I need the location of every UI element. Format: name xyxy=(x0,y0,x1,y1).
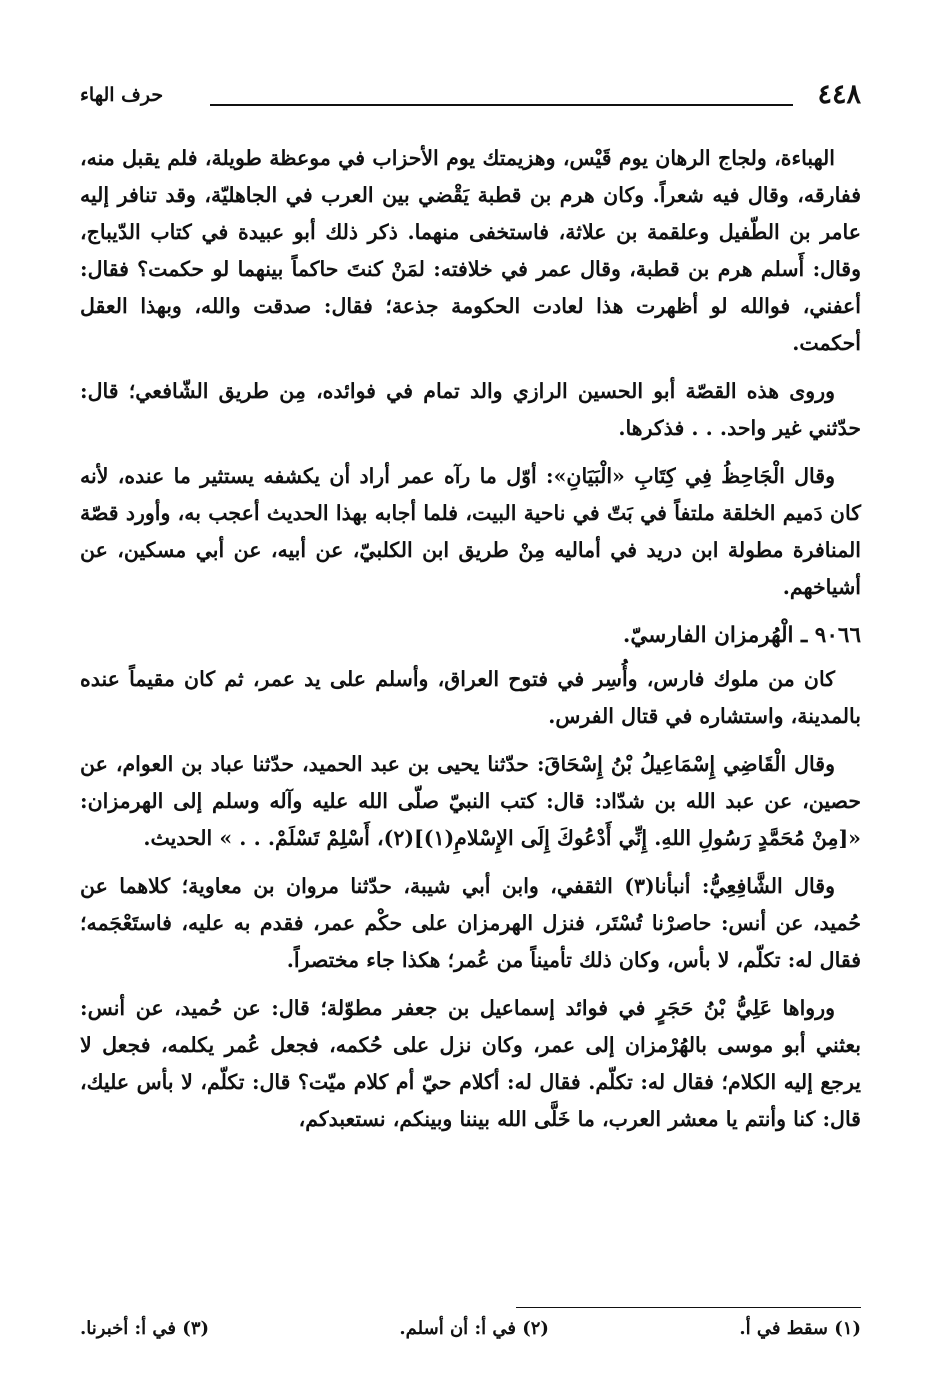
paragraph: الهباءة، ولجاج الرهان يوم قَيْس، وهزيمتك يوم الأحزاب في موعظة طويلة، فلم يقبل منه، ففارقه، وقال فيه شعراً. وكان هرم بن قطبة يَقْضي بين العرب في الجاهليّة، وقد تنافر إليه عامر بن الطّفيل وعلقمة بن علاثة، فاستخفى منهما. ذكر ذلك أبو عبيدة في كتاب الدّيباج، وقال: أَسلم هرم بن قطبة، وقال عمر في خلافته: لمَنْ كنتَ حاكماً بينهما لو حكمت؟ فقال: أعفني، فوالله لو أظهرت هذا لعادت الحكومة جذعة؛ فقال: صدقت والله، وبهذا العقل أحكمت. xyxy=(80,146,861,355)
page-number: ٤٤٨ xyxy=(817,79,861,110)
paragraph: وقال الْجَاحِظُ فِي كِتَابِ «الْبَيَانِ»: أوّل ما رآه عمر أراد أن يكشفه يستثير ما عنده، لأنه كان دَميم الخلقة ملتفاً في بَتّ في ناحية البيت، فلما أجابه بهذا الحديث أعجب به، وأورد قصّة المنافرة مطولة ابن دريد في أماليه مِنْ طريق ابن الكلبيّ، عن أبيه، عن أبي مسكين، عن أشياخهم. xyxy=(80,464,861,599)
paragraph: كان من ملوك فارس، وأُسِر في فتوح العراق، وأسلم على يد عمر، ثم كان مقيماً عنده بالمدينة، واستشاره في قتال الفرس. xyxy=(80,667,861,728)
footnote-rule xyxy=(516,1307,861,1308)
paragraph: وقال الشَّافِعِيُّ: أنبأنا(٣) الثقفي، وابن أبي شيبة، حدّثنا مروان بن معاوية؛ كلاهما عن حُميد، عن أنس: حاصرْنا تُسْتَر، فنزل الهرمزان على حكْم عمر، فقدم به عليه، فاستَعْجَمه؛ فقال له: تكلّم، لا بأس، وكان ذلك تأميناً من عُمر؛ هكذا جاء مختصراً. xyxy=(80,874,861,972)
body-text xyxy=(80,140,861,1149)
footnote: (٢) في أ: أن أسلم. xyxy=(399,1318,549,1339)
paragraph: وقال الْقَاضِي إِسْمَاعِيلُ بْنُ إِسْحَاقَ: حدّثنا يحيى بن عبد الحميد، حدّثنا عباد بن العوام، عن حصين، عن عبد الله بن شدّاد: قال: كتب النبيّ صلّى الله عليه وآله وسلم إلى الهرمزان: «[مِنْ مُحَمَّدٍ رَسُولِ اللهِ. إِنِّي أَدْعُوكَ إِلَى الإِسْلامِ(١)](٢)، أَسْلِمْ تَسْلَمْ. . . » الحديث. xyxy=(80,752,861,850)
header-rule xyxy=(210,104,793,106)
footnote: (٣) في أ: أخبرنا. xyxy=(80,1318,210,1339)
footnotes xyxy=(80,1312,861,1346)
page-header xyxy=(80,78,861,112)
footnote: (١) سقط في أ. xyxy=(739,1318,861,1339)
entry-heading: ٩٠٦٦ ـ الْهُرمزان الفارسيّ. xyxy=(622,623,861,648)
paragraph: وروى هذه القصّة أبو الحسين الرازي والد تمام في فوائده، مِن طريق الشّافعي؛ قال: حدّثني غير واحد. . . فذكرها. xyxy=(80,379,861,440)
running-title: حرف الهاء xyxy=(80,84,164,106)
paragraph: ورواها عَلِيُّ بْنُ حَجَرٍ في فوائد إسماعيل بن جعفر مطوّلة؛ قال: عن حُميد، عن أنس: بعثني أبو موسى بالهُرْمزان إلى عمر، وكان نزل على حُكمه، فجعل عُمر يكلمه، فجعل لا يرجع إليه الكلام؛ فقال له: تكلّم. فقال له: أكلام حيّ أم كلام ميّت؟ قال: تكلّم، لا بأس عليك، قال: كنا وأنتم يا معشر العرب، ما خَلَّى الله بيننا وبينكم، نستعبدكم، xyxy=(80,996,861,1131)
